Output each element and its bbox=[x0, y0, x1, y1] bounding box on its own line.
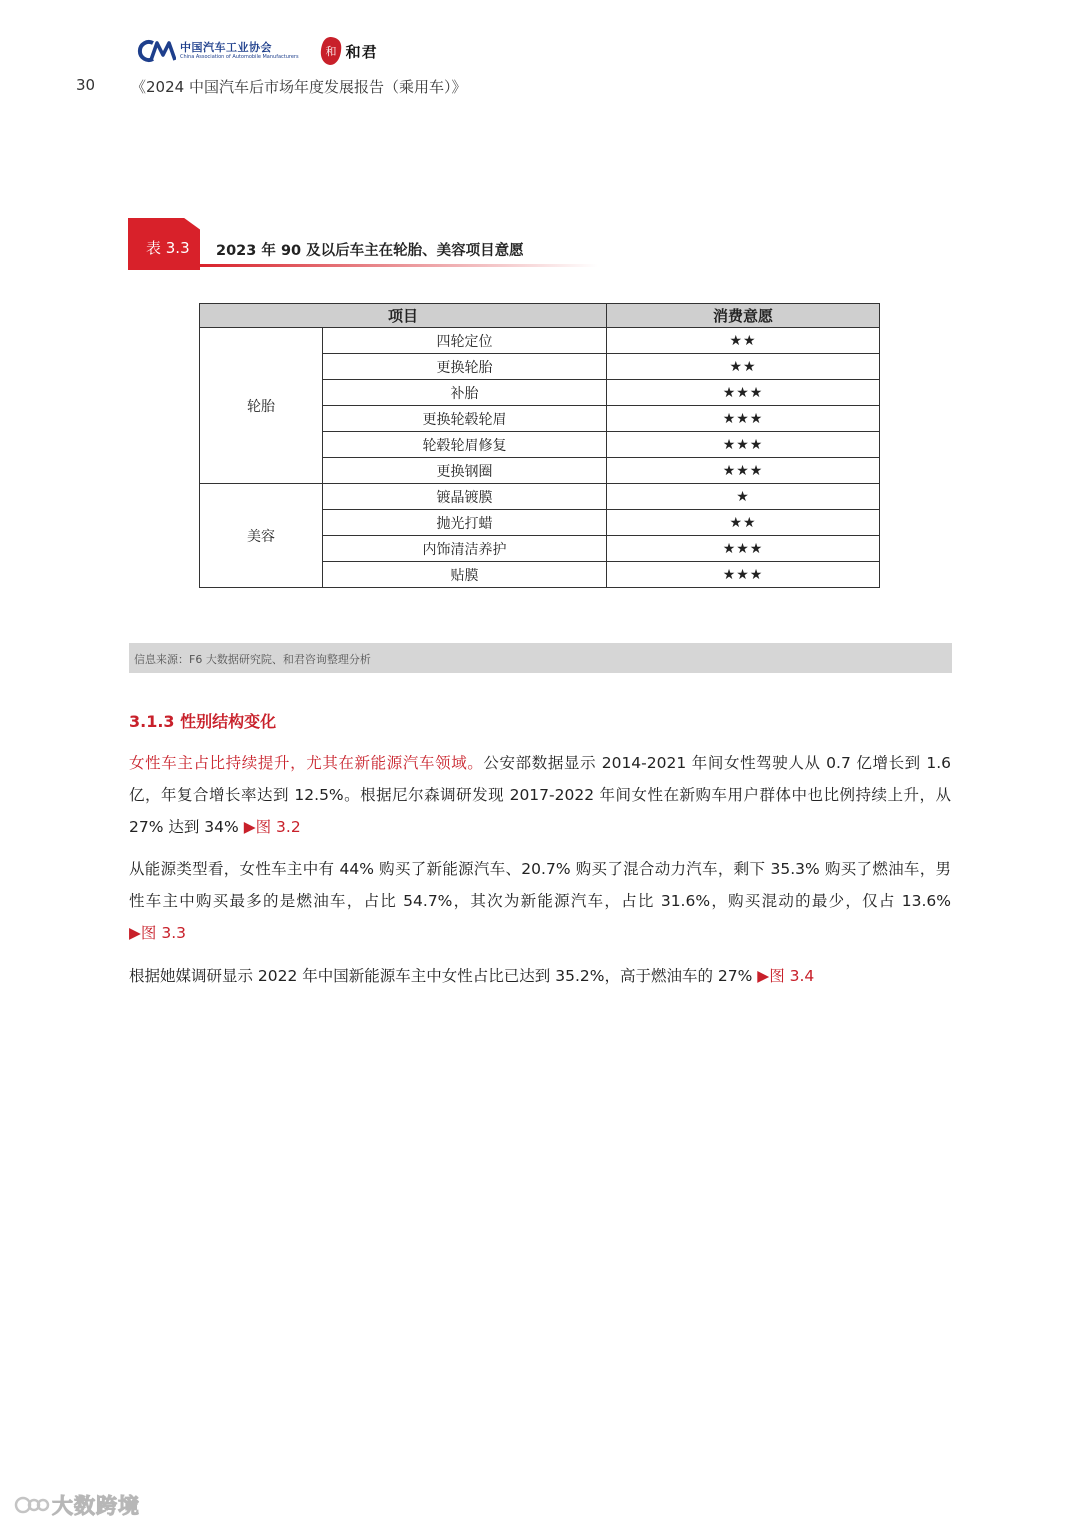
page-number: 30 bbox=[76, 76, 96, 94]
header-item: 项目 bbox=[200, 304, 607, 328]
caption-title: 2023 年 90 及以后车主在轮胎、美容项目意愿 bbox=[216, 243, 524, 259]
item-cell: 贴膜 bbox=[323, 562, 607, 588]
highlight-sentence: 女性车主占比持续提升，尤其在新能源汽车领域。 bbox=[129, 754, 484, 772]
watermark bbox=[14, 1490, 140, 1520]
caption-underline bbox=[200, 264, 598, 267]
caam-name-cn: 中国汽车工业协会 bbox=[180, 41, 272, 54]
header-logos bbox=[136, 36, 378, 66]
caam-logo-icon bbox=[136, 38, 176, 64]
item-cell: 更换钢圈 bbox=[323, 458, 607, 484]
category-cell: 轮胎 bbox=[200, 328, 323, 484]
report-title: 《2024 中国汽车后市场年度发展报告（乘用车）》 bbox=[131, 78, 467, 96]
figure-ref-3-2[interactable]: ▶图 3.2 bbox=[243, 818, 301, 836]
paragraph-1 bbox=[129, 747, 951, 843]
item-cell: 更换轮毂轮眉 bbox=[323, 406, 607, 432]
star-rating: ★★ bbox=[607, 354, 880, 380]
paragraph-3 bbox=[129, 960, 951, 992]
header-willingness: 消费意愿 bbox=[607, 304, 880, 328]
section-heading: 3.1.3 性别结构变化 bbox=[129, 712, 277, 731]
willingness-table bbox=[199, 303, 880, 588]
item-cell: 轮毂轮眉修复 bbox=[323, 432, 607, 458]
watermark-text: 大数跨境 bbox=[52, 1494, 140, 1518]
item-cell: 补胎 bbox=[323, 380, 607, 406]
figure-ref-3-4[interactable]: ▶图 3.4 bbox=[757, 967, 815, 985]
paragraph-1-text: 公安部数据显示 2014-2021 年间女性驾驶人从 0.7 亿增长到 1.6 亿，年复合增长率达到 12.5%。根据尼尔森调研发现 2017-2022 年间女性在新购车用户群体中也比例持续上升，从 27% 达到 34% bbox=[129, 754, 951, 836]
source-text: 信息来源：F6 大数据研究院、和君咨询整理分析 bbox=[134, 653, 371, 666]
caption-label: 表 3.3 bbox=[146, 239, 190, 257]
table-header-row bbox=[200, 304, 880, 328]
table-caption bbox=[128, 218, 598, 270]
category-cell: 美容 bbox=[200, 484, 323, 588]
hejun-seal-char: 和 bbox=[325, 45, 337, 58]
item-cell: 抛光打蜡 bbox=[323, 510, 607, 536]
star-rating: ★★★ bbox=[607, 380, 880, 406]
table-row bbox=[200, 484, 880, 510]
paragraph-3-text: 根据她媒调研显示 2022 年中国新能源车主中女性占比已达到 35.2%，高于燃油车的 27% bbox=[129, 967, 758, 985]
paragraph-2 bbox=[129, 853, 951, 949]
item-cell: 四轮定位 bbox=[323, 328, 607, 354]
hejun-name: 和君 bbox=[345, 42, 378, 61]
item-cell: 镀晶镀膜 bbox=[323, 484, 607, 510]
star-rating: ★★★ bbox=[607, 406, 880, 432]
watermark-logo-icon bbox=[14, 1494, 50, 1516]
source-bar bbox=[129, 643, 952, 673]
star-rating: ★★★ bbox=[607, 562, 880, 588]
star-rating: ★★★ bbox=[607, 536, 880, 562]
hejun-logo bbox=[319, 36, 378, 66]
paragraph-2-text: 从能源类型看，女性车主中有 44% 购买了新能源汽车、20.7% 购买了混合动力汽车，剩下 35.3% 购买了燃油车，男性车主中购买最多的是燃油车，占比 54.7%，其次为新能源汽车，占比 31.6%，购买混动的最少，仅占 13.6% bbox=[129, 860, 951, 910]
hejun-seal-icon bbox=[319, 36, 343, 66]
star-rating: ★★ bbox=[607, 510, 880, 536]
caam-name-en: China Association of Automobile Manufacturers bbox=[180, 54, 299, 60]
star-rating: ★★★ bbox=[607, 432, 880, 458]
figure-ref-3-3[interactable]: ▶图 3.3 bbox=[129, 924, 186, 942]
star-rating: ★★★ bbox=[607, 458, 880, 484]
star-rating: ★★ bbox=[607, 328, 880, 354]
table-row bbox=[200, 328, 880, 354]
item-cell: 更换轮胎 bbox=[323, 354, 607, 380]
item-cell: 内饰清洁养护 bbox=[323, 536, 607, 562]
star-rating: ★ bbox=[607, 484, 880, 510]
